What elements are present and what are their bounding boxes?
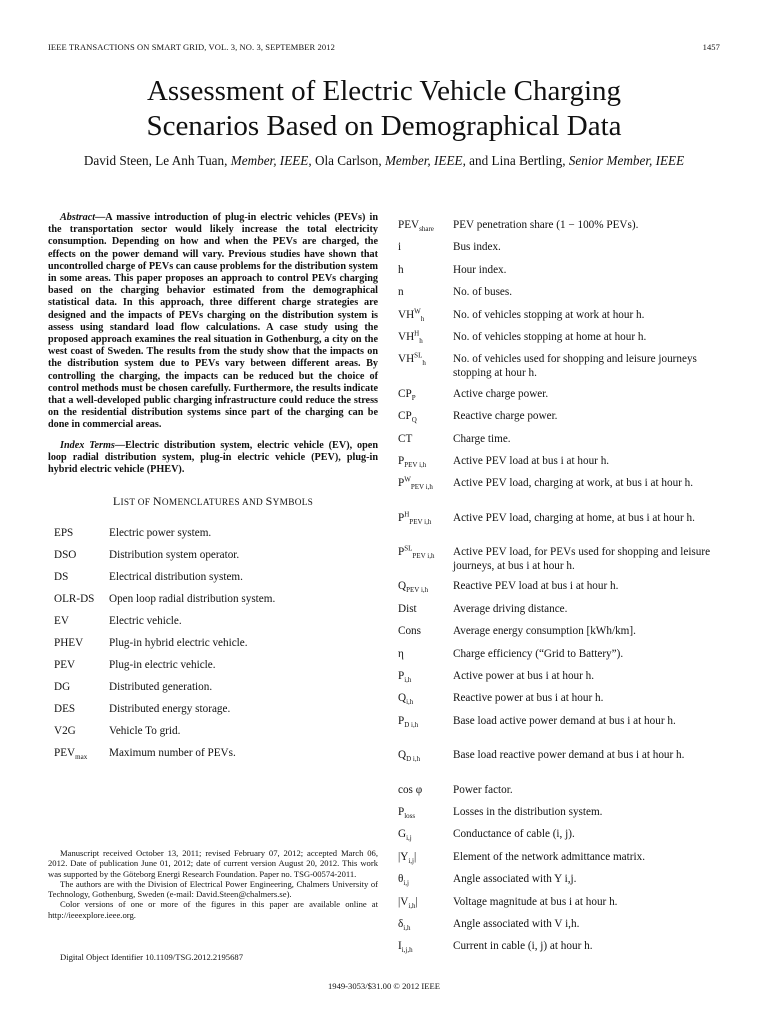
nomenclature-row (398, 263, 723, 285)
symbol-base: OLR-DS (54, 593, 95, 606)
symbol-cell (54, 746, 109, 768)
description-cell: Element of the network admittance matrix. (453, 850, 645, 863)
symbol-base: Q (398, 580, 407, 593)
nomenclature-row (398, 218, 723, 240)
description-cell: Charge time. (453, 432, 511, 445)
author-4: , and Lina Bertling, (462, 153, 566, 168)
nomenclature-row (398, 432, 723, 454)
symbol-base: |Y (398, 850, 409, 863)
nomenclature-table-left (54, 526, 275, 768)
symbol-base: n (398, 286, 404, 299)
heading-small-2: OMENCLATURES AND (161, 498, 266, 509)
symbol-base: DSO (54, 549, 77, 562)
nomenclature-row (398, 476, 723, 510)
symbol-base: P (398, 511, 405, 524)
nomenclature-row (398, 545, 723, 579)
symbol-base: h (398, 263, 404, 276)
description-cell: No. of vehicles used for shopping and leisure journeys stopping at hour h. (453, 353, 697, 380)
description-cell: No. of vehicles stopping at home at hour h. (453, 330, 647, 343)
symbol-subscript: i,h (404, 676, 412, 685)
footnote-manuscript: Manuscript received October 13, 2011; revised February 07, 2012; accepted March 06, 2012. Date of publication June 01, 2012; date of current version August 20, 2012. This work was supported by the Göteborg Energi Research Foundation. Paper no. TSG-00574-2011. (48, 848, 378, 879)
journal-name: IEEE TRANSACTIONS ON SMART GRID, VOL. 3, NO. 3, SEPTEMBER 2012 (48, 42, 335, 52)
footnote-color: Color versions of one or more of the figures in this paper are available online at http://ieeexplore.ieee.org. (48, 899, 378, 920)
description-cell: Reactive PEV load at bus i at hour h. (453, 580, 619, 593)
symbol-base: δ (398, 917, 404, 930)
symbol-cell (398, 330, 453, 352)
description-cell: Average driving distance. (453, 602, 568, 615)
symbol-subscript: i,h (408, 901, 416, 910)
symbol-cell (54, 702, 109, 724)
footnote-affiliation: The authors are with the Division of Electrical Power Engineering, Chalmers University of Technology, Gothenburg, Sweden (e-mail: David.Steen@chalmers.se). (48, 878, 378, 900)
symbol-subscript: i,j (406, 834, 412, 843)
description-cell: Power factor. (453, 783, 513, 796)
symbol-cell (54, 548, 109, 570)
description-cell: Distributed generation. (109, 681, 213, 694)
symbol-cell (398, 409, 453, 431)
nomenclature-row (54, 548, 275, 570)
nomenclature-row (398, 748, 723, 782)
description-cell: PEV penetration share (1 − 100% PEVs). (453, 219, 639, 231)
symbol-cell (54, 658, 109, 680)
symbol-base: DG (54, 681, 71, 694)
description-cell: Electric power system. (109, 527, 212, 540)
symbol-subscript: i,j,h (401, 946, 413, 955)
symbol-subscript: h (419, 337, 423, 346)
symbol-cell (54, 570, 109, 592)
description-cell: Active PEV load, charging at home, at bus i at hour h. (453, 511, 695, 524)
symbol-base: CT (398, 432, 413, 445)
nomenclature-row (398, 240, 723, 262)
description-cell: Plug-in hybrid electric vehicle. (109, 637, 248, 650)
copyright: 1949-3053/$31.00 © 2012 IEEE (327, 981, 441, 991)
symbol-base: PEV (54, 659, 76, 672)
symbol-base: PEV (398, 219, 420, 231)
symbol-subscript: PEV i,h (412, 552, 435, 561)
symbol-cell (398, 545, 453, 579)
nomenclature-row (54, 614, 275, 636)
symbol-cell (398, 783, 453, 805)
nomenclature-row (398, 454, 723, 476)
description-cell: Conductance of cable (i, j). (453, 828, 575, 841)
running-header (48, 42, 720, 54)
symbol-subscript: PEV i,h (410, 483, 433, 492)
heading-small-1: IST OF (120, 498, 153, 509)
nomenclature-row (398, 895, 723, 917)
description-cell: Active PEV load at bus i at hour h. (453, 454, 610, 467)
symbol-base: P (398, 546, 405, 559)
symbol-subscript: i,j (403, 879, 409, 888)
symbol-cell (398, 895, 453, 917)
symbol-base: P (398, 477, 405, 490)
index-terms-text: —Electric distribution system, electric vehicle (EV), open loop radial distribution system, plug-in electric vehicle (PEV), plug-in hybrid electric vehicle (PHEV). (48, 439, 378, 476)
nomenclature-row (398, 352, 723, 386)
paper-title (40, 74, 728, 144)
symbol-cell (398, 476, 453, 510)
symbol-subscript: PEV i,h (409, 517, 432, 526)
symbol-subscript: D i,h (406, 755, 421, 764)
symbol-base: I (398, 940, 402, 953)
author-list (40, 153, 728, 169)
description-cell: Reactive power at bus i at hour h. (453, 692, 604, 705)
description-cell: Losses in the distribution system. (453, 805, 603, 818)
symbol-base: EPS (54, 527, 74, 540)
nomenclature-row (54, 680, 275, 702)
symbol-base: V2G (54, 725, 76, 738)
description-cell: Base load reactive power demand at bus i at hour h. (453, 749, 685, 762)
description-cell: Average energy consumption [kWh/km]. (453, 625, 636, 638)
symbol-cell (398, 917, 453, 939)
description-cell: Maximum number of PEVs. (109, 747, 236, 760)
description-cell: Hour index. (453, 263, 507, 276)
description-cell: Open loop radial distribution system. (109, 593, 276, 606)
description-cell: Base load active power demand at bus i at hour h. (453, 714, 676, 727)
symbol-cell (398, 432, 453, 454)
description-cell: Voltage magnitude at bus i at hour h. (453, 895, 618, 908)
nomenclature-row (398, 308, 723, 330)
description-cell: Electrical distribution system. (109, 571, 243, 584)
symbol-suffix: | (415, 895, 418, 908)
nomenclature-row (398, 805, 723, 827)
symbol-cell (398, 748, 453, 782)
nomenclature-row (54, 724, 275, 746)
symbol-cell (398, 872, 453, 894)
symbol-base: Dist (398, 602, 417, 615)
symbol-base: PHEV (54, 637, 84, 650)
symbol-base: G (398, 828, 407, 841)
title-line-2: Scenarios Based on Demographical Data (146, 110, 622, 142)
symbol-base: P (398, 714, 405, 727)
symbol-base: EV (54, 615, 69, 628)
symbol-base: θ (398, 873, 404, 886)
footnote (48, 848, 378, 920)
nomenclature-row (54, 702, 275, 724)
symbol-base: Q (398, 692, 407, 705)
nomenclature-row (398, 285, 723, 307)
nomenclature-row (398, 872, 723, 894)
symbol-suffix: | (413, 850, 417, 863)
description-cell: Distribution system operator. (109, 549, 240, 562)
symbol-cell (398, 602, 453, 624)
description-cell: No. of buses. (453, 286, 513, 299)
symbol-cell (54, 680, 109, 702)
nomenclature-row (398, 850, 723, 872)
description-cell: Reactive charge power. (453, 410, 558, 423)
symbol-base: η (398, 647, 404, 660)
nomenclature-row (54, 746, 275, 768)
symbol-base: PEV (54, 747, 76, 760)
symbol-cell (398, 647, 453, 669)
symbol-cell (398, 805, 453, 827)
description-cell: Active power at bus i at hour h. (453, 670, 595, 683)
nomenclature-row (398, 387, 723, 409)
symbol-base: VH (398, 353, 415, 366)
symbol-base: cos φ (398, 783, 423, 796)
symbol-superscript: SL (404, 544, 413, 553)
description-cell: Active charge power. (453, 387, 549, 400)
symbol-subscript: PEV i,h (406, 586, 429, 595)
nomenclature-row (398, 827, 723, 849)
author-3-role: Member, IEEE (384, 153, 463, 168)
description-cell: No. of vehicles stopping at work at hour h. (453, 308, 645, 321)
symbol-base: |V (398, 895, 409, 908)
symbol-subscript: D i,h (404, 721, 419, 730)
nomenclature-row (398, 647, 723, 669)
symbol-subscript: loss (404, 812, 416, 821)
doi: Digital Object Identifier 10.1109/TSG.2012.2195687 (60, 952, 243, 962)
nomenclature-row (54, 636, 275, 658)
symbol-cell (54, 592, 109, 614)
symbol-cell (54, 526, 109, 548)
right-column (398, 218, 724, 962)
abstract (48, 212, 378, 432)
nomenclature-heading (48, 494, 378, 509)
nomenclature-row (398, 917, 723, 939)
nomenclature-row (398, 624, 723, 646)
nomenclature-row (398, 602, 723, 624)
symbol-cell (398, 352, 453, 386)
left-column (48, 212, 378, 768)
nomenclature-row (54, 658, 275, 680)
title-line-1: Assessment of Electric Vehicle Charging (146, 75, 622, 107)
nomenclature-row (398, 409, 723, 431)
symbol-subscript: h (422, 359, 426, 368)
description-cell: Charge efficiency (“Grid to Battery”). (453, 647, 624, 660)
author-3: , Ola Carlson, (308, 153, 382, 168)
nomenclature-row (398, 691, 723, 713)
symbol-subscript: i,h (403, 924, 411, 933)
symbol-superscript: H (404, 509, 410, 518)
symbol-superscript: W (404, 475, 411, 484)
symbol-subscript: i,j (408, 857, 414, 865)
symbol-cell (398, 454, 453, 476)
nomenclature-row (398, 783, 723, 805)
page-number: 1457 (702, 42, 720, 52)
symbol-subscript: PEV i,h (404, 461, 427, 470)
abstract-text: —A massive introduction of plug-in electric vehicles (PEVs) in the transportation sector would likely increase the total electricity consumption. Depending on how and when the PEVs are charged, the effects on the power demand will vary. Previous studies have shown that uncontrolled charge of PEVs can cause problems for the distribution system in some areas. This paper proposes an approach to control PEVs charging based on the charging behavior estimated from the demographical statistical data. In this approach, three different charge strategies are designed and the impacts of PEVs charging on the distribution system is assess using standard load flow calculations. A case study using the proposed approach examines the real situation in Gothenburg, a city on the west coast of Sweden. The results from the study show that the impacts on the distribution system due to PEVs vary between different areas. By controlling the charging, the impacts can be reduced but the choice of control methods must be chosen carefully. Furthermore, the results indicate that a well-developed public charging infrastructure could reduce the stress on the residential distribution systems since part of the charging can be done in commercial areas. (48, 212, 378, 431)
description-cell: Distributed energy storage. (109, 703, 231, 716)
nomenclature-row (398, 939, 723, 961)
symbol-cell (398, 714, 453, 748)
author-2: Le Anh Tuan, (155, 153, 228, 168)
symbol-cell (398, 511, 453, 545)
nomenclature-row (398, 579, 723, 601)
nomenclature-table-right (398, 218, 723, 962)
description-cell: Vehicle To grid. (109, 725, 181, 738)
heading-small-3: YMBOLS (272, 498, 314, 509)
symbol-base: i (398, 241, 402, 254)
symbol-base: VH (398, 330, 415, 343)
symbol-cell (398, 850, 453, 872)
symbol-cell (54, 724, 109, 746)
description-cell: Plug-in electric vehicle. (109, 659, 216, 672)
index-terms-label: Index Terms (60, 439, 115, 451)
symbol-subscript: Q (411, 416, 417, 425)
symbol-base: CP (398, 410, 412, 423)
description-cell: Electric vehicle. (109, 615, 182, 628)
description-cell: Angle associated with V i,h. (453, 917, 580, 930)
symbol-cell (398, 624, 453, 646)
heading-cap-2: N (152, 494, 162, 509)
description-cell: Active PEV load, for PEVs used for shopping and leisure journeys, at bus i at hour h. (453, 546, 711, 573)
author-2-role: Member, IEEE (230, 153, 309, 168)
symbol-base: DS (54, 571, 69, 584)
symbol-base: P (398, 670, 405, 683)
nomenclature-row (54, 526, 275, 548)
symbol-cell (398, 579, 453, 601)
heading-cap-3: S (265, 494, 273, 509)
nomenclature-row (398, 714, 723, 748)
symbol-base: DES (54, 703, 76, 716)
nomenclature-row (54, 592, 275, 614)
symbol-cell (398, 218, 453, 240)
symbol-cell (398, 240, 453, 262)
symbol-cell (398, 691, 453, 713)
symbol-cell (398, 308, 453, 330)
nomenclature-row (398, 330, 723, 352)
index-terms (48, 440, 378, 477)
symbol-base: Cons (398, 625, 422, 638)
nomenclature-row (54, 570, 275, 592)
symbol-base: P (398, 454, 405, 467)
description-cell: Current in cable (i, j) at hour h. (453, 940, 593, 953)
symbol-cell (398, 387, 453, 409)
symbol-base: CP (398, 387, 412, 400)
symbol-cell (398, 939, 453, 961)
symbol-cell (54, 636, 109, 658)
nomenclature-row (398, 511, 723, 545)
symbol-subscript: h (420, 314, 425, 323)
symbol-base: VH (398, 308, 415, 321)
description-cell: Active PEV load, charging at work, at bus i at hour h. (453, 477, 694, 490)
author-1: David Steen, (83, 153, 152, 168)
description-cell: Bus index. (453, 241, 501, 254)
author-4-role: Senior Member, IEEE (568, 153, 685, 168)
heading-cap-1: L (112, 494, 121, 509)
symbol-cell (398, 285, 453, 307)
symbol-cell (54, 614, 109, 636)
symbol-cell (398, 669, 453, 691)
symbol-subscript: max (75, 753, 88, 762)
symbol-cell (398, 263, 453, 285)
symbol-base: Q (398, 749, 407, 762)
symbol-superscript: W (414, 306, 421, 315)
symbol-subscript: i,h (406, 698, 414, 707)
symbol-cell (398, 827, 453, 849)
symbol-subscript: P (411, 393, 416, 402)
nomenclature-row (398, 669, 723, 691)
description-cell: Angle associated with Y i,j. (453, 873, 577, 886)
symbol-superscript: SL (414, 351, 423, 360)
symbol-base: P (398, 805, 405, 818)
symbol-superscript: H (414, 329, 420, 338)
symbol-subscript: share (419, 225, 434, 234)
abstract-label: Abstract (60, 212, 96, 223)
